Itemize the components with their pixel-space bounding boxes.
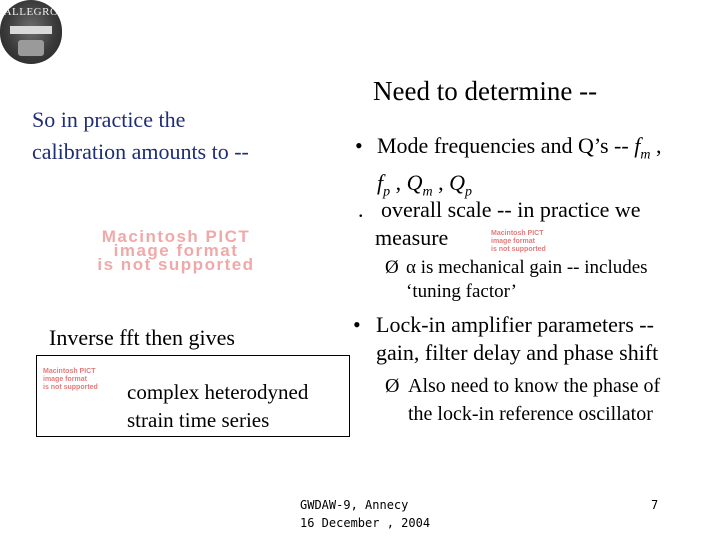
logo-band bbox=[10, 26, 52, 34]
bullet-2-line-2-text: measure bbox=[375, 225, 449, 250]
intro-text bbox=[32, 104, 312, 168]
bullet-3-line-1: Lock-in amplifier parameters -- bbox=[376, 312, 654, 337]
bullet-3-line-2: gain, filter delay and phase shift bbox=[376, 340, 659, 365]
bullet-1-text: Mode frequencies and Q’s -- bbox=[377, 133, 635, 158]
var-q: Q bbox=[406, 170, 423, 196]
pict-small-line-3: is not supported bbox=[43, 384, 98, 391]
var-sub-m: m bbox=[640, 147, 651, 163]
pict-inline-line-1: Macintosh PICT bbox=[491, 230, 544, 237]
footer-date: 16 December , 2004 bbox=[300, 516, 431, 530]
alpha-symbol: α bbox=[406, 257, 416, 278]
bullet-2-marker: . bbox=[358, 197, 364, 222]
pict-line-1: Macintosh PICT bbox=[101, 227, 251, 246]
pict-inline-line-3: is not supported bbox=[491, 246, 546, 253]
var-sub-p: p bbox=[383, 184, 391, 200]
bullet-1-line-2: $f_p$ , $Q_m$ , $Q_p$ bbox=[377, 170, 473, 200]
var-sub-m-2: m bbox=[422, 184, 433, 200]
bullet-3-marker: • bbox=[353, 312, 361, 337]
sub-2-line-1: Also need to know the phase of bbox=[408, 375, 661, 397]
pict-line-3: is not supported bbox=[97, 255, 255, 274]
pict-small-line-2: image format bbox=[43, 376, 87, 383]
sub-1-marker: Ø bbox=[385, 257, 399, 278]
bullet-1-marker: • bbox=[355, 133, 363, 158]
footer-venue bbox=[300, 496, 430, 532]
pict-small-line-1: Macintosh PICT bbox=[43, 368, 96, 375]
result-box bbox=[36, 355, 350, 437]
var-f: f bbox=[634, 133, 641, 158]
intro-line-2: calibration amounts to -- bbox=[32, 139, 249, 164]
page-number: 7 bbox=[651, 498, 659, 512]
sub-1-line-2: ‘tuning factor’ bbox=[406, 281, 517, 302]
pict-placeholder-inline bbox=[491, 230, 546, 254]
sub-2 bbox=[408, 372, 718, 428]
bullet-2-line-2 bbox=[375, 224, 715, 252]
sub-2-line-2: the lock-in reference oscillator bbox=[408, 403, 653, 425]
var-q-2: Q bbox=[449, 170, 466, 196]
footer-venue-text: GWDAW-9, Annecy bbox=[300, 498, 409, 512]
inverse-fft-text: Inverse fft then gives bbox=[49, 325, 235, 350]
pict-inline-line-2: image format bbox=[491, 238, 535, 245]
logo-seal bbox=[0, 0, 62, 64]
sub-2-marker: Ø bbox=[385, 375, 400, 397]
heading: Need to determine -- bbox=[373, 76, 598, 106]
pict-line-2: image format bbox=[113, 241, 239, 260]
intro-line-1: So in practice the bbox=[32, 107, 186, 132]
sub-1 bbox=[406, 256, 716, 304]
pict-placeholder-large bbox=[20, 227, 332, 274]
bullet-1-line-1: Mode frequencies and Q’s -- $f_m$ , bbox=[377, 133, 662, 163]
sub-1-line-1-text: is mechanical gain -- includes bbox=[415, 257, 648, 278]
bullet-2 bbox=[375, 196, 715, 252]
result-text bbox=[127, 378, 308, 434]
sub-1-line-1 bbox=[406, 256, 716, 280]
bullet-2-line-1: overall scale -- in practice we bbox=[381, 197, 641, 222]
var-f-2: f bbox=[377, 170, 384, 196]
result-line-2: strain time series bbox=[127, 408, 270, 432]
logo-base bbox=[18, 40, 44, 56]
pict-placeholder-small bbox=[43, 368, 98, 392]
logo-text: ALLEGRO bbox=[3, 6, 59, 18]
bullet-3 bbox=[376, 311, 716, 367]
result-line-1: complex heterodyned bbox=[127, 380, 309, 404]
var-sub-p-2: p bbox=[465, 184, 473, 200]
